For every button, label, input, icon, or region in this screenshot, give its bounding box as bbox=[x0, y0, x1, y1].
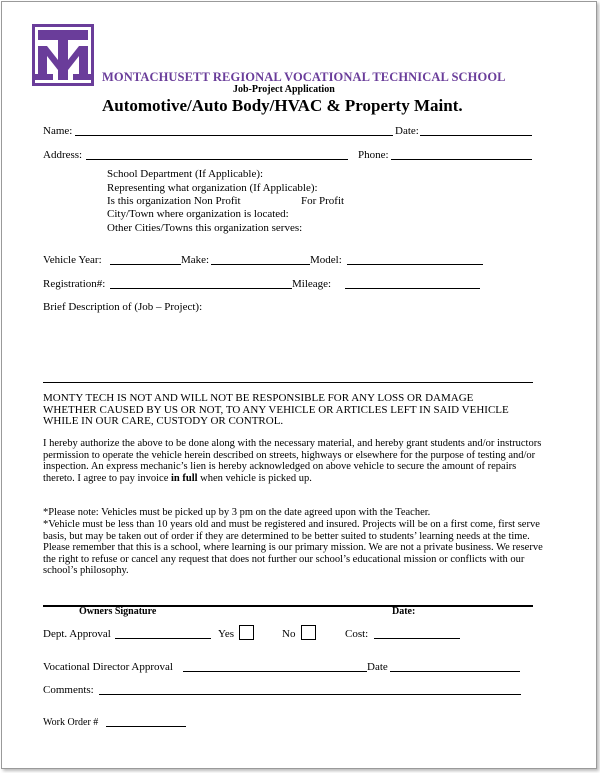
dept-approval-label: Dept. Approval bbox=[43, 628, 111, 640]
vehicle-year-label: Vehicle Year: bbox=[43, 254, 102, 266]
dept-approval-field[interactable] bbox=[115, 638, 211, 639]
yes-checkbox[interactable] bbox=[239, 625, 254, 640]
vocational-director-label: Vocational Director Approval bbox=[43, 661, 173, 673]
description-field[interactable] bbox=[43, 382, 533, 383]
work-order-field[interactable] bbox=[106, 726, 186, 727]
form-title: Automotive/Auto Body/HVAC & Property Maint. bbox=[102, 96, 463, 115]
vd-date-field[interactable] bbox=[390, 671, 520, 672]
cost-field[interactable] bbox=[374, 638, 460, 639]
name-label: Name: bbox=[43, 125, 73, 137]
representing-label: Representing what organization (If Applicable): bbox=[107, 182, 318, 194]
vehicle-year-field[interactable] bbox=[110, 264, 181, 265]
model-field[interactable] bbox=[347, 264, 483, 265]
application-page bbox=[1, 1, 597, 769]
comments-label: Comments: bbox=[43, 684, 94, 696]
authorization-text bbox=[43, 438, 543, 484]
school-name: MONTACHUSETT REGIONAL VOCATIONAL TECHNICAL SCHOOL bbox=[102, 70, 506, 84]
vocational-director-field[interactable] bbox=[183, 671, 367, 672]
date-label: Date: bbox=[395, 125, 419, 137]
other-cities-label: Other Cities/Towns this organization serves: bbox=[107, 222, 303, 234]
vd-date-label: Date bbox=[367, 661, 388, 673]
cost-label: Cost: bbox=[345, 628, 369, 640]
comments-field[interactable] bbox=[99, 694, 521, 695]
no-label: No bbox=[282, 628, 296, 640]
liability-disclaimer: MONTY TECH IS NOT AND WILL NOT BE RESPONSIBLE FOR ANY LOSS OR DAMAGE WHETHER CAUSED BY US OR NOT, TO ANY VEHICLE OR ARTICLES LEFT IN SAID VEHICLE WHILE IN OUR CARE, CUSTODY OR CONTROL. bbox=[43, 392, 509, 427]
yes-label: Yes bbox=[218, 628, 235, 640]
city-town-label: City/Town where organization is located: bbox=[107, 208, 289, 220]
eligibility-note: *Vehicle must be less than 10 years old and must be registered and insured. Projects will be on a first come, first serve basis, but may be taken out of order if they are determined to be better suited to students’ learning needs at the time. Please remember that this is a school, where learning is our primary mission. We are not a private business. We reserve the right to refuse or cancel any request that does not further our school’s educational mission or conflicts with our school’s philosophy. bbox=[43, 519, 543, 576]
mileage-label: Mileage: bbox=[292, 278, 332, 290]
owner-date-label: Date: bbox=[392, 606, 416, 617]
non-profit-label: Is this organization Non Profit bbox=[107, 195, 241, 207]
phone-field[interactable] bbox=[391, 159, 532, 160]
work-order-label: Work Order # bbox=[43, 717, 99, 728]
address-label: Address: bbox=[43, 149, 83, 161]
school-dept-label: School Department (If Applicable): bbox=[107, 168, 264, 180]
for-profit-label: For Profit bbox=[301, 195, 345, 207]
description-label: Brief Description of (Job – Project): bbox=[43, 301, 203, 313]
form-subtitle: Job-Project Application bbox=[233, 84, 335, 95]
phone-label: Phone: bbox=[358, 149, 389, 161]
mileage-field[interactable] bbox=[345, 288, 480, 289]
school-logo bbox=[32, 24, 94, 86]
registration-field[interactable] bbox=[110, 288, 292, 289]
authorization-text-end: when vehicle is picked up. bbox=[197, 472, 312, 484]
name-field[interactable] bbox=[75, 135, 393, 136]
owner-signature-label: Owners Signature bbox=[79, 606, 157, 617]
authorization-text-bold: in full bbox=[170, 472, 198, 484]
date-field[interactable] bbox=[420, 135, 532, 136]
make-label: Make: bbox=[181, 254, 210, 266]
pickup-note: *Please note: Vehicles must be picked up by 3 pm on the date agreed upon with the Teacher. bbox=[43, 507, 431, 518]
make-field[interactable] bbox=[211, 264, 310, 265]
address-field[interactable] bbox=[86, 159, 348, 160]
no-checkbox[interactable] bbox=[301, 625, 316, 640]
authorization-text-start: I hereby authorize the above to be done along with the necessary material, and hereby grant students and/or instructors permission to operate the vehicle herein described on streets, highways or elsewhere for the purpose of testing and/or inspection. An express mechanic’s lien is hereby acknowledged on above vehicle to secure the amount of repairs thereto. I agree to pay invoice bbox=[43, 438, 542, 484]
registration-label: Registration#: bbox=[43, 278, 106, 290]
model-label: Model: bbox=[310, 254, 342, 266]
